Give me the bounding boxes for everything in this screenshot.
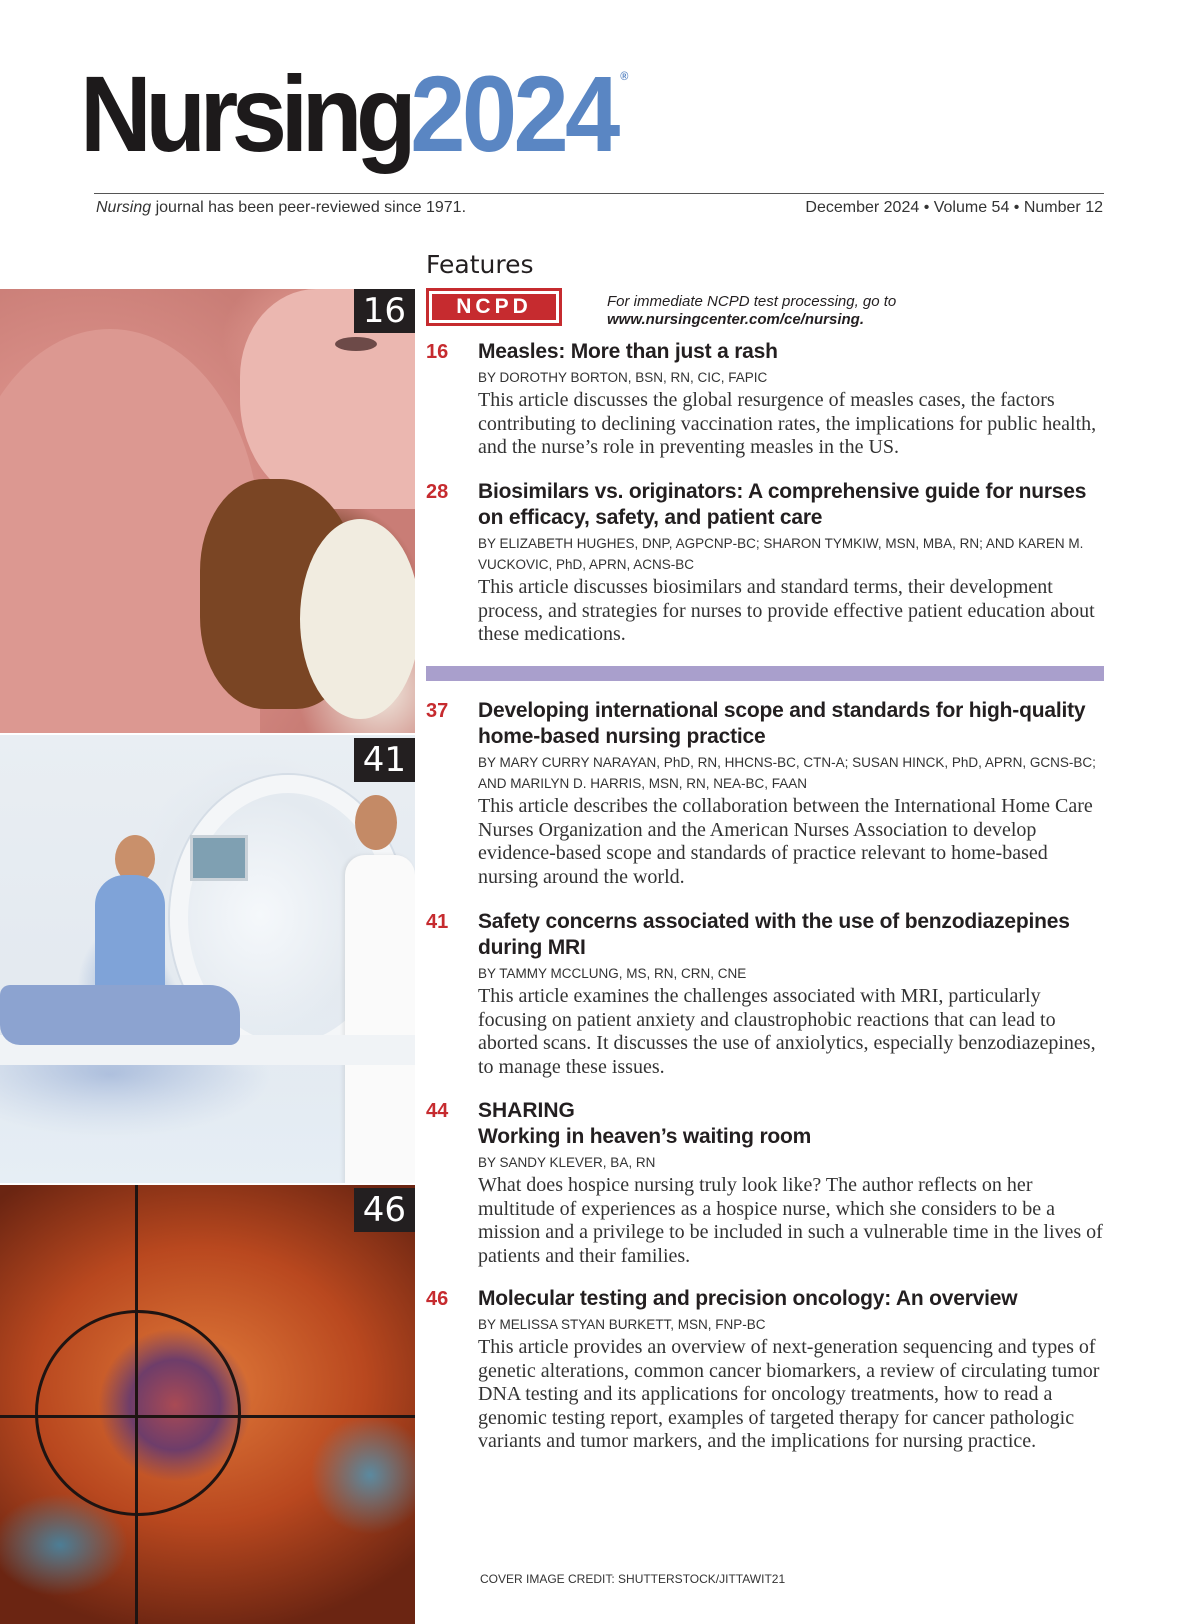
image-credit: COVER IMAGE CREDIT: SHUTTERSTOCK/JITTAWIT21 [480,1572,786,1586]
article-body [478,339,1108,460]
article-title[interactable]: Safety concerns associated with the use of benzodiazepines during MRI [478,910,1070,959]
logo-year: 2024 [410,53,617,174]
crosshair-circle [35,1310,241,1516]
patient-shape [0,985,240,1045]
doctor-coat-shape [345,855,415,1183]
article-description: This article describes the collaboration between the International Home Care Nurses Organization and the American Nurses Association to develop evidence-based scope and standards of practice relevant to home-based nursing around the world. [478,795,1093,888]
article-byline: BY ELIZABETH HUGHES, DNP, AGPCNP-BC; SHARON TYMKIW, MSN, MBA, RN; AND KAREN M. VUCKOVIC, PhD, APRN, ACNS-BC [478,536,1084,572]
article-title[interactable]: Biosimilars vs. originators: A comprehensive guide for nurses on efficacy, safety, and patient care [478,480,1087,529]
article-page: 46 [426,1288,449,1310]
article-byline: BY TAMMY MCCLUNG, MS, RN, CRN, CNE [478,966,747,981]
image-page-number: 41 [354,738,415,782]
article-description: What does hospice nursing truly look like? The author reflects on her multitude of experiences as a hospice nurse, which she considers to be a mission and a privilege to be included in such a vulnerable time in the lives of patients and their families. [478,1174,1103,1267]
article-byline: BY MELISSA STYAN BURKETT, MSN, FNP-BC [478,1317,766,1332]
article-description: This article provides an overview of next-generation sequencing and types of genetic alterations, common cancer biomarkers, a review of circulating tumor DNA testing and its applications for oncology treatments, how to read a genomic testing report, examples of targeted therapy for cancer pathologic variants and tumor markers, and the implications for nursing practice. [478,1336,1100,1452]
measles-image [0,289,415,733]
tagline-journal-name: Nursing [96,199,152,216]
article-byline: BY SANDY KLEVER, BA, RN [478,1155,656,1170]
ncpd-note-line1: For immediate NCPD test processing, go to [607,293,897,310]
crosshair-vertical [135,1185,138,1624]
registered-mark: ® [620,69,629,83]
article-title[interactable]: Working in heaven’s waiting room [478,1125,812,1148]
tagline [96,199,466,217]
article-title[interactable]: Measles: More than just a rash [478,340,778,363]
article-description: This article examines the challenges associated with MRI, particularly focusing on patient anxiety and claustrophobic reactions that can lead to aborted scans. It discusses the use of anxiolytics, especially benzodiazepines, to manage these issues. [478,985,1096,1078]
article-page: 44 [426,1100,449,1122]
fur-shape [300,519,415,719]
journal-logo [80,53,629,174]
ncpd-badge [426,288,562,326]
article-description: This article discusses the global resurgence of measles cases, the factors contributing to declining vaccination rates, the implications for public health, and the nurse’s role in preventing measles in the US. [478,389,1097,458]
issue-info: December 2024 • Volume 54 • Number 12 [805,199,1103,216]
image-page-number: 46 [354,1188,415,1232]
article-page: 28 [426,481,449,503]
article-kicker: SHARING [478,1099,575,1122]
doctor-head-shape [355,795,397,850]
eye-shape [335,337,377,351]
ncpd-label: NCPD [432,294,556,320]
tagline-text: journal has been peer-reviewed since 1971. [151,199,467,216]
masthead-rule [94,193,1104,194]
article-page: 37 [426,700,449,722]
article-title[interactable]: Molecular testing and precision oncology: An overview [478,1287,1018,1310]
article-byline: BY MARY CURRY NARAYAN, PhD, RN, HHCNS-BC, CTN-A; SUSAN HINCK, PhD, APRN, GCNS-BC; AND MARILYN D. HARRIS, MSN, RN, NEA-BC, FAAN [478,755,1096,791]
ncpd-note [607,293,896,329]
article-byline: BY DOROTHY BORTON, BSN, RN, CIC, FAPIC [478,370,768,385]
article-description: This article discusses biosimilars and standard terms, their development process, and strategies for nurses to provide effective patient education about these medications. [478,576,1095,645]
article-title[interactable]: Developing international scope and standards for high-quality home-based nursing practice [478,699,1086,748]
section-heading: Features [426,250,534,279]
mri-screen-shape [190,835,248,881]
article-body [478,1098,1108,1268]
article-body [478,909,1108,1079]
mri-image [0,735,415,1183]
logo-word: Nursing [80,53,411,174]
article-page: 41 [426,911,449,933]
article-body [478,698,1108,889]
article-body [478,1286,1108,1454]
crosshair-horizontal [0,1415,415,1418]
section-divider [426,666,1104,681]
ncpd-url[interactable]: www.nursingcenter.com/ce/nursing. [607,311,864,328]
article-body [478,479,1108,647]
oncology-image [0,1185,415,1624]
image-page-number: 16 [354,289,415,333]
nurse-shape [95,875,165,995]
article-page: 16 [426,341,449,363]
ncpd-link[interactable] [607,311,896,329]
masthead [80,53,780,190]
